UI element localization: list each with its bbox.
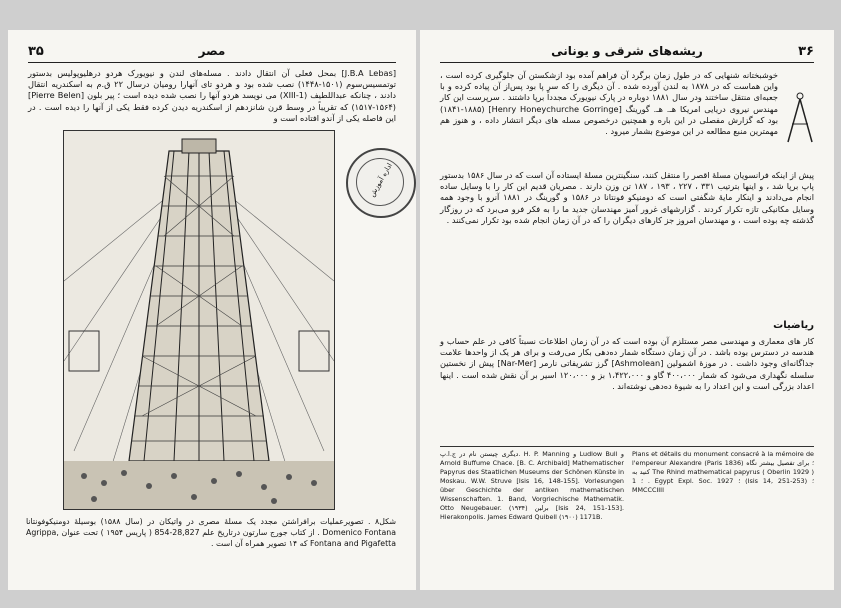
section-paragraph: کار های معماری و مهندسی مصر مستلزم آن بوده است که در آن زمان اطلاعات نسبتاً کافی در علم حساب و هندسه در دسترس بوده باشد . در آن زمان دستگاه شمار ده‌دهی بکار می‌رفت و برای هر یک از واحدها علامت جداگانه‌ای وجود داشت . در موزهٔ اشمولین [Ashmolean] گرز تشریفاتی نارمر [Nar-Mer] پیش از نخستین سلسله نگهداری می‌شود که شمار ۴۰۰،۰۰۰ گاو و ۱،۴۲۲،۰۰۰ بز و ۱۲۰،۰۰۰ اسیر بر آن نقش شده است . اینها اعداد بزرگی است و این اعداد را به شیوهٔ ده‌دهی نوشته‌اند . [440,336,815,391]
left-running-title: مصر [198,44,226,58]
left-page [8,30,416,590]
left-page-header [28,44,396,63]
left-body-text: [J.B.A Lebas] بمحل فعلی آن انتقال دادند . مسله‌های لندن و نیویورک هردو درهلیوپولیس بدستور توتمسیس‌سوم (۱۵۰۱-۱۴۴۸) نصب شده بود و هردو تای آنهارا رومیان درسال ۲۲ ق.م به اسکندریه انتقال دادند ، چنانکه عبداللطیف (XIII-1) می نویسد هردو آنها را نصب شده دیده است ؛ پیر بلون [Pierre Belen] (۱۵۱۷-۱۵۶۴) که تقریباً در وسط قرن شانزدهم از اسکندریه دیدن کرده فقط یکی از آنها را دیده است . در این فاصله یکی از آندو افتاده است و [28,68,397,123]
figure-caption: شکل۸ . تصویرعملیات برافراشتن مجدد یک مسلهٔ مصری در واتیکان در (سال ۱۵۸۸) بوسیلهٔ دومنیکوفونتانا Domenico Fontana . از کتاب جورج سارتون درتاریخ علم 28,827-854 ( پاریس ۱۹۵۴ ) تحت عنوان Agrippa, Fontana and Pigafetta که ۱۴ تصویر همراه آن است . [26,517,396,548]
library-stamp [346,148,416,218]
right-body-paragraph-2: پیش از اینکه فرانسویان مسلهٔ اقصر را منتقل کنند، سنگینترین مسلهٔ ایستاده آن است که در سال ۱۵۸۶ بدستور پاپ برپا شد ، و اینها بترتیب ۳۳۱ ، ۲۲۷ ، ۱۹۳ ، ۱۸۷ تن وزن دارند . مصریان قدیم این کار را با وسایل ساده انجام می‌دادند و اینکار مایهٔ شگفتی است که دومنیکو فونتانا در ۱۵۸۶ و گورینگ در ۱۸۸۱ آنرو با وجود همه وسایل مکانیکی تازه تکرار کردند . گزارشهای غرور آمیز مهندسان جدید ما را به فکر فرو می‌برد که در روزگار گذشته چه بوده است ، و مهندسان امروز جز کارهای دیگران را که در آن زمان انجام شده بود تکرار نمی‌کنند . [440,170,814,225]
compass-illustration [782,90,818,144]
footnote-left-column: دیگری چیستن نام در ج.ا.پ. H. P. Manning و Ludlow Bull و Arnold Buffume Chace. [B. C. Archibald] Mathematischer Papyrus des Staatlichen Museums der Schönen Künste in Moskau. W.W. Struve [Isis 16, 148-155]. Vorlesungen über Geschichte der antiken mathematischen Wissenschaften. 1. Band, Vorgriechische Mathematik. Otto Neugebauer. برلین (۱۹۳۴) [Isis 24, 151-153]. Hierakonpolis. James Edward Quibell (۱۹۰۰) 1171B. [440,450,624,521]
right-body-paragraph-1: خوشبختانه شنهایی که در طول زمان برگرد آن فراهم آمده بود ازشکستن آن جلوگیری کرده است ، واین هماست که در ۱۸۷۸ به لندن آورده شده . آن دیگری را که سر پا بود پس‌از آن پیاده کرده و با جعبه‌ای منتقل ساختند ودر سال ۱۸۸۱ دوباره در پارک نیویورک مجدداً برپا داشتند . سرپرست این کار مهندس نیروی دریایی امریکا هـ. هـ. گورینگ [Henry Honeychurche Gorringe] (۱۸۴۱-۱۸۸۵) بود که گزارش مفصلی در این باره و همچنین درخصوص مسله های دیگر انتشار داده ، و هنوز هم مهمترین منبع مطالعه در این موضوع بشمار میرود . [440,70,779,137]
right-page [420,30,834,590]
obelisk-engraving-art [64,131,334,509]
left-page-number: ۳۵ [28,44,44,59]
right-page-header [440,44,814,63]
obelisk-engraving [63,130,335,510]
section-heading: ریاضیات [773,320,814,331]
right-page-number: ۳۶ [798,44,814,59]
footnote-separator [440,446,814,447]
right-running-title: ریشه‌های شرقی و یونانی [551,44,703,58]
footnote-right-column: Plans et détails du monument consacré à la mémoire de l'empereur Alexandre (Paris 1836) ؛ برای تفصیل بیشتر نگاه کنید به The Rhind mathematical papyrus ( Oberlin 1929 ) ؛ 1 . Egypt Expl. Soc. 1927 ؛ (Isis 14, 251-253) ؛ MMCCCIIII [632,450,815,494]
library-stamp-text: اداره آموزش [368,161,394,199]
